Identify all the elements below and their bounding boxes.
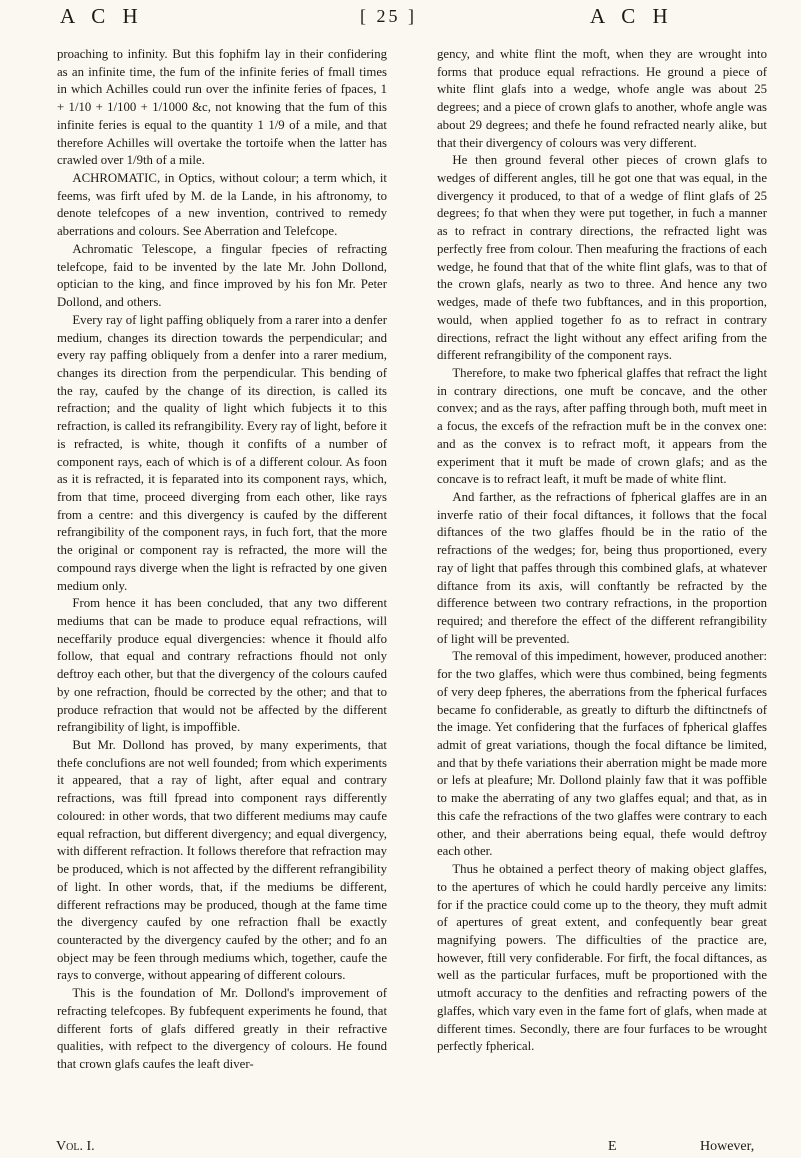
paragraph: The removal of this impediment, however, produced another: for the two glaffes, which were thus combined, being fegments of very deep fpheres, the aberrations from the fpherical furfaces became fo confiderable, as greatly to difturb the diftinctnefs of the image. Yet confidering that the furfaces of fpherical glaffes admit of great variations, though the focal diftance be limited, and that by thefe variations their aberration might be made more or lefs at pleafure; Mr. Dollond plainly faw that it was poffible to make the aberrating of any two glaffes equal; and that, as in this cafe the refractions of the two glaffes were contrary to each other, and their aberrations being equal, thefe would deftroy each other. bbox=[437, 649, 767, 859]
paragraph: From hence it has been concluded, that any two different mediums that can be made to produce equal refractions, will neceffarily produce equal divergencies: whence it fhould alfo follow, that equal and contrary refractions fhould not only deftroy each other, but that the divergency of the colours caufed by one refraction, fhould be corrected by the other; and that to produce refraction that would not be affected by the different refrangibility of light, is impoffible. bbox=[57, 596, 387, 735]
volume-label: Vol. I. bbox=[56, 1139, 95, 1154]
left-column bbox=[57, 46, 387, 1074]
paragraph: gency, and white flint the moft, when they are wrought into forms that produce equal refractions. He ground a piece of white flint glafs into a wedge, whofe angle was about 25 degrees; and a piece of crown glafs to another, whofe angle was about 29 degrees; and thefe he found refracted nearly alike, but that their divergency of colours was very different. bbox=[437, 47, 767, 150]
paragraph: proaching to infinity. But this fophifm lay in their confidering as an infinite time, the fum of the infinite feries of fmall times in which Achilles could run over the infinite feries of fpaces, 1 + 1/10 + 1/100 + 1/1000 &c, not knowing that the fum of this infinite feries is equal to the quantity 1 1/9 of a mile, and that therefore Achilles will overtake the tortoife when the latter has crawled over 1/9th of a mile. bbox=[57, 47, 387, 168]
entry-achromatic-telescope: Achromatic Telescope, a fingular fpecies of refracting telefcope, faid to be invented by the late Mr. John Dollond, optician to the king, and fince improved by his fon Mr. Peter Dollond, and others. bbox=[57, 241, 387, 310]
header-left: A C H bbox=[60, 4, 144, 28]
signature-mark: E bbox=[608, 1139, 617, 1154]
paragraph: Thus he obtained a perfect theory of making object glaffes, to the apertures of which he could hardly perceive any limits: for if the practice could come up to the theory, they muft admit of apertures of great extent, and confequently bear great magnifying powers. The difficulties of the practice are, however, ftill very confiderable. For firft, the focal diftances, as well as the particular furfaces, muft be proportioned with the utmoft accuracy to the denfities and refracting powers of the glaffes, which vary even in the fame fort of glafs, when made at different times. Secondly, there are four furfaces to be wrought perfectly fpherical. bbox=[437, 862, 767, 1054]
catchword: However, bbox=[700, 1139, 755, 1154]
page-number: [ 25 ] bbox=[360, 6, 417, 26]
running-header bbox=[0, 4, 801, 38]
paragraph: Therefore, to make two fpherical glaffes that refract the light in contrary directions, one muft be concave, and the other convex; and as the rays, after paffing through both, muft meet in a focus, the excefs of the refraction muft be in the convex one: and as the convex is to refract moft, it appears from the experiment that it muft be made of crown glafs; and as the concave is to refract leaft, it muft be made of white flint. bbox=[437, 365, 767, 487]
header-right: A C H bbox=[590, 4, 674, 28]
paragraph: But Mr. Dollond has proved, by many experiments, that thefe conclufions are not well founded; from which experiments it appeared, that a ray of light, after equal and contrary refractions, was ftill fpread into component rays differently coloured: in other words, that two different mediums may caufe equal refraction, but different divergency; and equal divergency, with different refraction. It follows therefore that refraction may be produced, which is not affected by the different refrangibility of light. In other words, that, if the mediums be different, different refractions may be produced, though at the fame time the divergency caufed by one refraction fhall be exactly counteracted by the divergency caufed by the other; and fo an object may be feen through mediums which, together, caufe the rays to converge, without appearing of different colours. bbox=[57, 738, 387, 983]
right-column bbox=[437, 46, 767, 1056]
entry-achromatic: ACHROMATIC, in Optics, without colour; a term which, it feems, was firft ufed by M. de la Lande, in his aftronomy, to denote telefcopes of a new invention, contrived to remedy aberrations and colours. See Aberration and Telefcope. bbox=[57, 171, 387, 239]
paragraph: Every ray of light paffing obliquely from a rarer into a denfer medium, changes its direction towards the perpendicular; and every ray paffing obliquely from a denfer into a rarer medium, changes its direction from the perpendicular. This bending of the ray, caufed by the change of its direction, is called its refraction; and the quality of light which fubjects it to this refraction, is called its refrangibility. Every ray of light, before it is refracted, is white, though it confifts of a number of component rays, each of which is of a different colour. As foon as it is refracted, it is feparated into its component rays, which, from that time, proceed diverging from each other, like rays from a centre: and this divergency is caufed by the different refrangibility of the component rays, in fuch fort, that the more the original or component ray is refracted, the more will the compound rays diverge when the light is refracted by one given medium only. bbox=[57, 312, 387, 593]
paragraph: This is the foundation of Mr. Dollond's improvement of refracting telefcopes. By fubfequent experiments he found, that different forts of glafs differed greatly in their refractive qualities, with refpect to the divergency of colours. He found that crown glafs caufes the leaft diver- bbox=[57, 986, 387, 1071]
paragraph: He then ground feveral other pieces of crown glafs to wedges of different angles, till he got one that was equal, in the divergency it produced, to that of a wedge of flint glafs of 25 degrees; fo that when they were put together, in fuch a manner as to refract in contrary directions, the refracted light was perfectly free from colour. Then meafuring the fractions of each wedge, he found that that of the white flint glafs, was to that of the crown glafs, nearly as two to three. And hence any two wedges, made of thefe two fubftances, and in this proportion, would, when applied together fo as to refract in contrary directions, refract the light without any effect arifing from the different refrangibility of the component rays. bbox=[437, 153, 767, 363]
paragraph: And farther, as the refractions of fpherical glaffes are in an inverfe ratio of their focal diftances, it follows that the focal diftances of the two glaffes fhould be in the ratio of the refractions of the wedges; for, being thus proportioned, every ray of light that paffes through this combined glafs, at whatever diftance from its axis, will conftantly be refracted by the difference between two contrary refractions, in the proportion required; and therefore the effect of the different refrangibility of light will be prevented. bbox=[437, 489, 767, 646]
